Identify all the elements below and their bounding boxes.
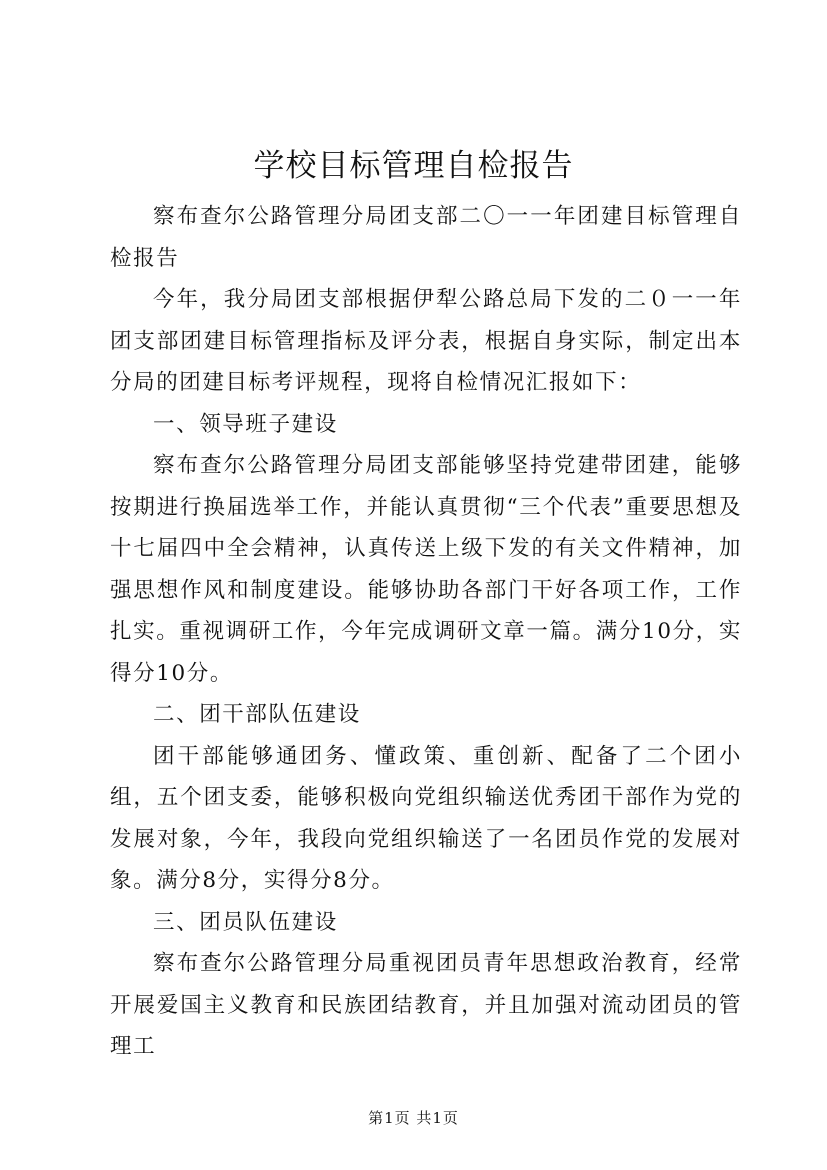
document-title: 学校目标管理自检报告 <box>253 148 574 184</box>
paragraph-cadres: 团干部能够通团务、懂政策、重创新、配备了二个团小组，五个团支委，能够积极向党组织输送优秀团干部作为党的发展对象，今年，我段向党组织输送了一名团员作党的发展对象。满分8分，实得分8分。 <box>110 743 742 893</box>
section-heading-leadership: 一、领导班子建设 <box>153 411 338 437</box>
section-heading-cadres: 二、团干部队伍建设 <box>153 702 361 727</box>
section-heading-members: 三、团员队伍建设 <box>153 909 338 935</box>
paragraph-intro: 今年，我分局团支部根据伊犁公路总局下发的二０一一年团支部团建目标管理指标及评分表，根据自身实际，制定出本分局的团建目标考评规程，现将自检情况汇报如下： <box>110 287 742 395</box>
paragraph-leadership: 察布查尔公路管理分局团支部能够坚持党建带团建，能够按期进行换届选举工作，并能认真贯彻“三个代表”重要思想及十七届四中全会精神，认真传送上级下发的有关文件精神，加强思想作风和制度建设。能够协助各部门干好各项工作，工作扎实。重视调研工作，今年完成调研文章一篇。满分10分，实得分10分。 <box>110 453 742 686</box>
document-body <box>110 196 742 1068</box>
paragraph-intro-heading: 察布查尔公路管理分局团支部二〇一一年团建目标管理自检报告 <box>110 204 742 271</box>
paragraph-members: 察布查尔公路管理分局重视团员青年思想政治教育，经常开展爱国主义教育和民族团结教育，并且加强对流动团员的管理工 <box>110 951 742 1059</box>
page-footer: 第1页 共1页 <box>368 1109 459 1127</box>
